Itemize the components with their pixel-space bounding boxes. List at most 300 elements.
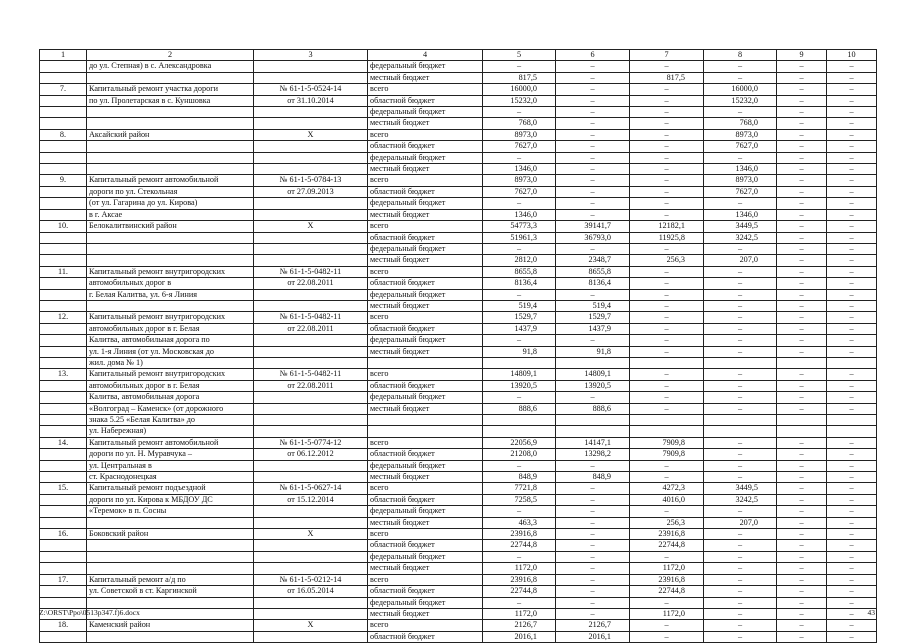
year-4-value-cell: – bbox=[777, 620, 827, 631]
year-1-value-cell: 13298,2 bbox=[556, 449, 630, 460]
year-2-value-cell: – bbox=[630, 392, 704, 403]
table-row bbox=[40, 517, 877, 528]
year-3-value-cell: – bbox=[704, 152, 777, 163]
funding-source-cell: всего bbox=[368, 312, 483, 323]
total-value-cell: 54773,3 bbox=[483, 221, 556, 232]
object-name-cell: Капитальный ремонт автомобильной bbox=[87, 437, 254, 448]
table-row bbox=[40, 529, 877, 540]
year-2-value-cell: 22744,8 bbox=[630, 586, 704, 597]
funding-source-cell: областной бюджет bbox=[368, 540, 483, 551]
document-ref-cell bbox=[254, 551, 368, 562]
object-name-cell: Капитальный ремонт внутригородских bbox=[87, 312, 254, 323]
year-5-value-cell: – bbox=[827, 597, 877, 608]
year-2-value-cell: – bbox=[630, 84, 704, 95]
object-name-cell: Белокалитвинский район bbox=[87, 221, 254, 232]
year-5-value-cell: – bbox=[827, 221, 877, 232]
row-number-cell: 16. bbox=[40, 529, 87, 540]
funding-source-cell: местный бюджет bbox=[368, 72, 483, 83]
year-3-value-cell: – bbox=[704, 506, 777, 517]
funding-source-cell: всего bbox=[368, 620, 483, 631]
funding-source-cell: областной бюджет bbox=[368, 186, 483, 197]
year-5-value-cell: – bbox=[827, 460, 877, 471]
year-3-value-cell: – bbox=[704, 323, 777, 334]
year-1-value-cell: – bbox=[556, 107, 630, 118]
year-3-value-cell: – bbox=[704, 312, 777, 323]
year-3-value-cell: – bbox=[704, 198, 777, 209]
table-row bbox=[40, 472, 877, 483]
funding-source-cell: всего bbox=[368, 129, 483, 140]
year-2-value-cell: 1172,0 bbox=[630, 608, 704, 619]
funding-source-cell: федеральный бюджет bbox=[368, 551, 483, 562]
year-3-value-cell: – bbox=[704, 586, 777, 597]
object-name-cell: до ул. Степная) в с. Александровка bbox=[87, 61, 254, 72]
funding-source-cell: федеральный бюджет bbox=[368, 289, 483, 300]
table-row bbox=[40, 175, 877, 186]
total-value-cell: – bbox=[483, 198, 556, 209]
year-1-value-cell: – bbox=[556, 563, 630, 574]
funding-source-cell: федеральный бюджет bbox=[368, 506, 483, 517]
total-value-cell: 14809,1 bbox=[483, 369, 556, 380]
year-1-value-cell bbox=[556, 426, 630, 437]
year-3-value-cell: – bbox=[704, 300, 777, 311]
year-2-value-cell: – bbox=[630, 403, 704, 414]
year-4-value-cell: – bbox=[777, 278, 827, 289]
total-value-cell: 463,3 bbox=[483, 517, 556, 528]
year-2-value-cell: – bbox=[630, 95, 704, 106]
year-4-value-cell: – bbox=[777, 175, 827, 186]
document-ref-cell bbox=[254, 426, 368, 437]
object-name-cell: по ул. Пролетарская в с. Куншовка bbox=[87, 95, 254, 106]
row-number-cell bbox=[40, 415, 87, 426]
object-name-cell: г. Белая Калитва, ул. 6-я Линия bbox=[87, 289, 254, 300]
year-3-value-cell bbox=[704, 357, 777, 368]
document-ref-cell bbox=[254, 608, 368, 619]
funding-source-cell: всего bbox=[368, 483, 483, 494]
year-4-value-cell: – bbox=[777, 540, 827, 551]
total-value-cell: 1172,0 bbox=[483, 563, 556, 574]
object-name-cell: Капитальный ремонт подъездной bbox=[87, 483, 254, 494]
year-3-value-cell: 16000,0 bbox=[704, 84, 777, 95]
year-5-value-cell: – bbox=[827, 529, 877, 540]
year-1-value-cell: – bbox=[556, 529, 630, 540]
year-3-value-cell: – bbox=[704, 460, 777, 471]
funding-source-cell: местный бюджет bbox=[368, 563, 483, 574]
document-ref-cell bbox=[254, 540, 368, 551]
table-row bbox=[40, 312, 877, 323]
year-4-value-cell: – bbox=[777, 403, 827, 414]
year-2-value-cell: 7909,8 bbox=[630, 437, 704, 448]
year-3-value-cell: 3449,5 bbox=[704, 483, 777, 494]
total-value-cell: – bbox=[483, 460, 556, 471]
document-ref-cell bbox=[254, 232, 368, 243]
year-5-value-cell: – bbox=[827, 551, 877, 562]
column-number: 2 bbox=[87, 50, 254, 61]
table-row bbox=[40, 551, 877, 562]
funding-source-cell: федеральный бюджет bbox=[368, 152, 483, 163]
object-name-cell: Боковский район bbox=[87, 529, 254, 540]
year-1-value-cell: – bbox=[556, 129, 630, 140]
year-1-value-cell: – bbox=[556, 243, 630, 254]
table-row bbox=[40, 357, 877, 368]
object-name-cell: автомобильных дорог в г. Белая bbox=[87, 323, 254, 334]
object-name-cell: Капитальный ремонт а/д по bbox=[87, 574, 254, 585]
year-2-value-cell: – bbox=[630, 61, 704, 72]
table-row bbox=[40, 323, 877, 334]
year-2-value-cell: – bbox=[630, 551, 704, 562]
budget-table bbox=[39, 49, 877, 643]
year-5-value-cell: – bbox=[827, 186, 877, 197]
row-number-cell bbox=[40, 460, 87, 471]
document-ref-cell: № 61-1-5-0774-12 bbox=[254, 437, 368, 448]
year-3-value-cell: 3242,5 bbox=[704, 494, 777, 505]
year-5-value-cell: – bbox=[827, 346, 877, 357]
row-number-cell: 18. bbox=[40, 620, 87, 631]
year-2-value-cell: – bbox=[630, 631, 704, 642]
year-1-value-cell: – bbox=[556, 460, 630, 471]
year-5-value-cell: – bbox=[827, 312, 877, 323]
object-name-cell: жил. дома № 1) bbox=[87, 357, 254, 368]
column-number: 1 bbox=[40, 50, 87, 61]
year-3-value-cell: – bbox=[704, 278, 777, 289]
total-value-cell: 2016,1 bbox=[483, 631, 556, 642]
year-4-value-cell: – bbox=[777, 221, 827, 232]
row-number-cell: 15. bbox=[40, 483, 87, 494]
year-2-value-cell: – bbox=[630, 198, 704, 209]
document-ref-cell bbox=[254, 335, 368, 346]
total-value-cell: 7627,0 bbox=[483, 141, 556, 152]
year-5-value-cell: – bbox=[827, 243, 877, 254]
row-number-cell bbox=[40, 563, 87, 574]
year-3-value-cell: 8973,0 bbox=[704, 175, 777, 186]
year-5-value-cell: – bbox=[827, 198, 877, 209]
table-row bbox=[40, 243, 877, 254]
table-row bbox=[40, 506, 877, 517]
year-3-value-cell: 15232,0 bbox=[704, 95, 777, 106]
year-2-value-cell: 23916,8 bbox=[630, 529, 704, 540]
funding-source-cell: местный бюджет bbox=[368, 255, 483, 266]
table-row bbox=[40, 209, 877, 220]
object-name-cell bbox=[87, 232, 254, 243]
year-5-value-cell: – bbox=[827, 620, 877, 631]
total-value-cell: 1346,0 bbox=[483, 209, 556, 220]
year-3-value-cell: 207,0 bbox=[704, 255, 777, 266]
funding-source-cell: областной бюджет bbox=[368, 141, 483, 152]
object-name-cell: ул. 1-я Линия (от ул. Московская до bbox=[87, 346, 254, 357]
year-4-value-cell: – bbox=[777, 84, 827, 95]
table-row bbox=[40, 608, 877, 619]
total-value-cell: 22744,8 bbox=[483, 540, 556, 551]
year-2-value-cell: – bbox=[630, 141, 704, 152]
document-ref-cell bbox=[254, 357, 368, 368]
object-name-cell bbox=[87, 517, 254, 528]
total-value-cell: 23916,8 bbox=[483, 529, 556, 540]
year-4-value-cell: – bbox=[777, 506, 827, 517]
total-value-cell: 8655,8 bbox=[483, 266, 556, 277]
year-2-value-cell: – bbox=[630, 129, 704, 140]
funding-source-cell: местный бюджет bbox=[368, 164, 483, 175]
year-2-value-cell bbox=[630, 415, 704, 426]
document-ref-cell: № 61-1-5-0482-11 bbox=[254, 266, 368, 277]
column-number: 10 bbox=[827, 50, 877, 61]
year-3-value-cell: – bbox=[704, 574, 777, 585]
document-ref-cell bbox=[254, 346, 368, 357]
year-2-value-cell: – bbox=[630, 620, 704, 631]
year-1-value-cell: 1437,9 bbox=[556, 323, 630, 334]
year-4-value-cell: – bbox=[777, 392, 827, 403]
total-value-cell: 7627,0 bbox=[483, 186, 556, 197]
total-value-cell: – bbox=[483, 61, 556, 72]
document-ref-cell bbox=[254, 198, 368, 209]
year-1-value-cell: 14809,1 bbox=[556, 369, 630, 380]
table-row bbox=[40, 380, 877, 391]
year-4-value-cell bbox=[777, 426, 827, 437]
document-ref-cell bbox=[254, 472, 368, 483]
year-4-value-cell: – bbox=[777, 517, 827, 528]
table-row bbox=[40, 107, 877, 118]
year-3-value-cell bbox=[704, 415, 777, 426]
funding-source-cell: местный бюджет bbox=[368, 608, 483, 619]
year-1-value-cell: – bbox=[556, 540, 630, 551]
document-ref-cell: от 31.10.2014 bbox=[254, 95, 368, 106]
object-name-cell bbox=[87, 540, 254, 551]
object-name-cell bbox=[87, 300, 254, 311]
year-2-value-cell: – bbox=[630, 175, 704, 186]
total-value-cell: 848,9 bbox=[483, 472, 556, 483]
funding-source-cell: местный бюджет bbox=[368, 346, 483, 357]
year-5-value-cell: – bbox=[827, 175, 877, 186]
object-name-cell bbox=[87, 255, 254, 266]
document-ref-cell bbox=[254, 631, 368, 642]
total-value-cell: 51961,3 bbox=[483, 232, 556, 243]
year-2-value-cell: 11925,8 bbox=[630, 232, 704, 243]
row-number-cell bbox=[40, 243, 87, 254]
total-value-cell: – bbox=[483, 107, 556, 118]
object-name-cell: Калитва, автомобильная дорога bbox=[87, 392, 254, 403]
object-name-cell: ул. Советской в ст. Каргинской bbox=[87, 586, 254, 597]
year-3-value-cell: 1346,0 bbox=[704, 209, 777, 220]
table-row bbox=[40, 369, 877, 380]
funding-source-cell: местный бюджет bbox=[368, 472, 483, 483]
year-4-value-cell: – bbox=[777, 255, 827, 266]
year-2-value-cell: 4272,3 bbox=[630, 483, 704, 494]
total-value-cell: 22056,9 bbox=[483, 437, 556, 448]
year-3-value-cell: 3449,5 bbox=[704, 221, 777, 232]
object-name-cell bbox=[87, 631, 254, 642]
year-4-value-cell: – bbox=[777, 300, 827, 311]
document-ref-cell: от 16.05.2014 bbox=[254, 586, 368, 597]
year-2-value-cell: – bbox=[630, 335, 704, 346]
row-number-cell bbox=[40, 186, 87, 197]
total-value-cell: 1172,0 bbox=[483, 608, 556, 619]
year-3-value-cell: – bbox=[704, 72, 777, 83]
year-1-value-cell: – bbox=[556, 72, 630, 83]
row-number-cell bbox=[40, 403, 87, 414]
total-value-cell: 2126,7 bbox=[483, 620, 556, 631]
footer-file-path: Z:\ORST\Ppo\0513p347.f)6.docx bbox=[39, 608, 140, 617]
year-5-value-cell: – bbox=[827, 631, 877, 642]
year-5-value-cell: – bbox=[827, 289, 877, 300]
row-number-cell bbox=[40, 392, 87, 403]
table-row bbox=[40, 415, 877, 426]
object-name-cell: автомобильных дорог в г. Белая bbox=[87, 380, 254, 391]
year-4-value-cell: – bbox=[777, 323, 827, 334]
year-1-value-cell: 519,4 bbox=[556, 300, 630, 311]
document-ref-cell: от 15.12.2014 bbox=[254, 494, 368, 505]
year-1-value-cell: 91,8 bbox=[556, 346, 630, 357]
object-name-cell bbox=[87, 107, 254, 118]
year-1-value-cell: – bbox=[556, 483, 630, 494]
funding-source-cell: местный бюджет bbox=[368, 118, 483, 129]
object-name-cell: Капитальный ремонт внутригородских bbox=[87, 266, 254, 277]
funding-source-cell bbox=[368, 415, 483, 426]
funding-source-cell: областной бюджет bbox=[368, 95, 483, 106]
object-name-cell: Капитальный ремонт автомобильной bbox=[87, 175, 254, 186]
table-row bbox=[40, 460, 877, 471]
year-3-value-cell: – bbox=[704, 608, 777, 619]
row-number-cell bbox=[40, 426, 87, 437]
total-value-cell: 7721,8 bbox=[483, 483, 556, 494]
row-number-cell bbox=[40, 164, 87, 175]
year-4-value-cell: – bbox=[777, 107, 827, 118]
year-1-value-cell: – bbox=[556, 597, 630, 608]
total-value-cell: 768,0 bbox=[483, 118, 556, 129]
total-value-cell: 2812,0 bbox=[483, 255, 556, 266]
year-4-value-cell: – bbox=[777, 472, 827, 483]
year-3-value-cell: 7627,0 bbox=[704, 141, 777, 152]
funding-source-cell: всего bbox=[368, 221, 483, 232]
year-5-value-cell: – bbox=[827, 586, 877, 597]
funding-source-cell: областной бюджет bbox=[368, 449, 483, 460]
year-3-value-cell: – bbox=[704, 472, 777, 483]
total-value-cell: 817,5 bbox=[483, 72, 556, 83]
document-ref-cell bbox=[254, 415, 368, 426]
row-number-cell bbox=[40, 449, 87, 460]
year-3-value-cell: 1346,0 bbox=[704, 164, 777, 175]
table-row bbox=[40, 152, 877, 163]
year-5-value-cell: – bbox=[827, 380, 877, 391]
total-value-cell bbox=[483, 415, 556, 426]
row-number-cell bbox=[40, 540, 87, 551]
object-name-cell: «Волгоград – Каменск» (от дорожного bbox=[87, 403, 254, 414]
year-2-value-cell: – bbox=[630, 209, 704, 220]
row-number-cell bbox=[40, 323, 87, 334]
year-5-value-cell bbox=[827, 357, 877, 368]
object-name-cell: Каменский район bbox=[87, 620, 254, 631]
funding-source-cell: всего bbox=[368, 574, 483, 585]
total-value-cell: 15232,0 bbox=[483, 95, 556, 106]
total-value-cell: 16000,0 bbox=[483, 84, 556, 95]
document-ref-cell bbox=[254, 72, 368, 83]
document-ref-cell: № 61-1-5-0482-11 bbox=[254, 369, 368, 380]
document-ref-cell: № 61-1-5-0482-11 bbox=[254, 312, 368, 323]
year-1-value-cell: – bbox=[556, 517, 630, 528]
year-4-value-cell: – bbox=[777, 608, 827, 619]
funding-source-cell: областной бюджет bbox=[368, 278, 483, 289]
year-3-value-cell: – bbox=[704, 540, 777, 551]
object-name-cell: Аксайский район bbox=[87, 129, 254, 140]
year-1-value-cell: – bbox=[556, 392, 630, 403]
table-row bbox=[40, 494, 877, 505]
document-ref-cell: от 06.12.2012 bbox=[254, 449, 368, 460]
funding-source-cell: всего bbox=[368, 369, 483, 380]
row-number-cell bbox=[40, 506, 87, 517]
year-1-value-cell: – bbox=[556, 574, 630, 585]
year-5-value-cell: – bbox=[827, 437, 877, 448]
table-row bbox=[40, 186, 877, 197]
total-value-cell: 91,8 bbox=[483, 346, 556, 357]
year-2-value-cell bbox=[630, 357, 704, 368]
year-1-value-cell: 13920,5 bbox=[556, 380, 630, 391]
table-row bbox=[40, 84, 877, 95]
total-value-cell: 23916,8 bbox=[483, 574, 556, 585]
year-5-value-cell: – bbox=[827, 392, 877, 403]
year-4-value-cell: – bbox=[777, 483, 827, 494]
total-value-cell bbox=[483, 426, 556, 437]
year-4-value-cell: – bbox=[777, 129, 827, 140]
object-name-cell: Капитальный ремонт участка дороги bbox=[87, 84, 254, 95]
document-ref-cell: Х bbox=[254, 620, 368, 631]
table-row bbox=[40, 437, 877, 448]
year-5-value-cell: – bbox=[827, 494, 877, 505]
year-1-value-cell: 888,6 bbox=[556, 403, 630, 414]
year-5-value-cell: – bbox=[827, 449, 877, 460]
year-3-value-cell: – bbox=[704, 620, 777, 631]
table-row bbox=[40, 483, 877, 494]
total-value-cell: 888,6 bbox=[483, 403, 556, 414]
year-4-value-cell bbox=[777, 357, 827, 368]
year-3-value-cell: 3242,5 bbox=[704, 232, 777, 243]
year-1-value-cell bbox=[556, 415, 630, 426]
funding-source-cell: областной бюджет bbox=[368, 323, 483, 334]
total-value-cell: 21208,0 bbox=[483, 449, 556, 460]
year-4-value-cell: – bbox=[777, 152, 827, 163]
year-1-value-cell: – bbox=[556, 152, 630, 163]
year-1-value-cell: – bbox=[556, 198, 630, 209]
table-row bbox=[40, 426, 877, 437]
year-2-value-cell: 817,5 bbox=[630, 72, 704, 83]
document-ref-cell: от 22.08.2011 bbox=[254, 380, 368, 391]
table-row bbox=[40, 141, 877, 152]
year-2-value-cell: – bbox=[630, 107, 704, 118]
column-number: 6 bbox=[556, 50, 630, 61]
year-5-value-cell: – bbox=[827, 335, 877, 346]
table-row bbox=[40, 164, 877, 175]
document-ref-cell bbox=[254, 164, 368, 175]
year-1-value-cell: 848,9 bbox=[556, 472, 630, 483]
year-3-value-cell: – bbox=[704, 380, 777, 391]
year-1-value-cell: – bbox=[556, 95, 630, 106]
year-5-value-cell: – bbox=[827, 141, 877, 152]
column-number: 4 bbox=[368, 50, 483, 61]
year-4-value-cell: – bbox=[777, 631, 827, 642]
year-4-value-cell: – bbox=[777, 529, 827, 540]
object-name-cell bbox=[87, 72, 254, 83]
year-5-value-cell: – bbox=[827, 574, 877, 585]
row-number-cell bbox=[40, 346, 87, 357]
document-ref-cell bbox=[254, 209, 368, 220]
year-3-value-cell: – bbox=[704, 437, 777, 448]
document-ref-cell: № 61-1-5-0524-14 bbox=[254, 84, 368, 95]
document-ref-cell bbox=[254, 255, 368, 266]
document-ref-cell: от 22.08.2011 bbox=[254, 278, 368, 289]
row-number-cell bbox=[40, 152, 87, 163]
year-5-value-cell: – bbox=[827, 72, 877, 83]
row-number-cell bbox=[40, 232, 87, 243]
row-number-cell bbox=[40, 72, 87, 83]
document-ref-cell bbox=[254, 152, 368, 163]
year-1-value-cell: – bbox=[556, 186, 630, 197]
object-name-cell bbox=[87, 118, 254, 129]
